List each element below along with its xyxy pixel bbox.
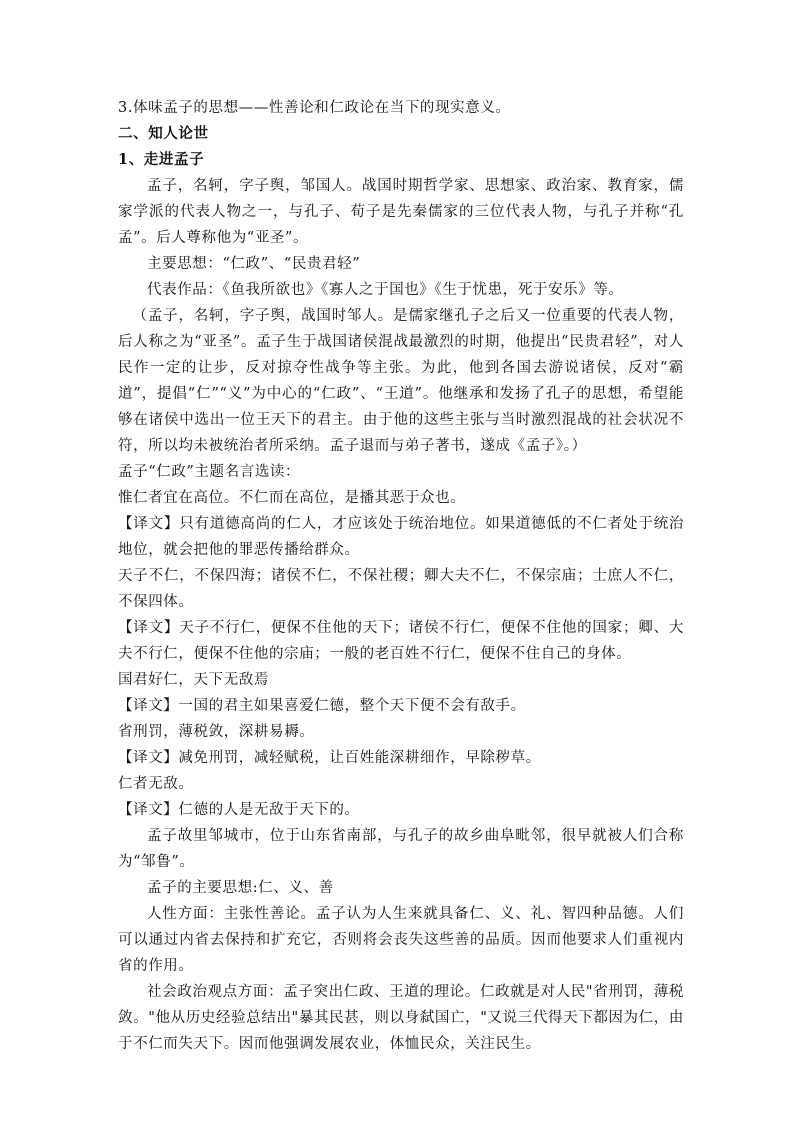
hometown-paragraph: 孟子故里邹城市，位于山东省南部，与孔子的故乡曲阜毗邻，很早就被人们合称为“邹鲁”。 — [118, 828, 684, 870]
quote-text: 省刑罚，薄税敛，深耕易耨。 — [118, 724, 315, 740]
quotes-title: 孟子“仁政”主题名言选读： — [118, 464, 301, 480]
aim-line-3: 3.体味孟子的思想——性善论和仁政论在当下的现实意义。 — [118, 100, 511, 116]
main-thoughts-heading: 孟子的主要思想:仁、义、善 — [147, 880, 334, 896]
quote-translation: 【译文】只有道德高尚的仁人，才应该处于统治地位。如果道德低的不仁者处于统治地位，就会把他的罪恶传播给群众。 — [118, 516, 684, 558]
quote-translation: 【译文】天子不行仁，便保不住他的天下；诸侯不行仁，便保不住他的国家；卿、大夫不行仁，便保不住他的宗庙；一般的老百姓不行仁，便保不住自己的身体。 — [118, 620, 684, 662]
main-thoughts-line: 主要思想：“仁政”、“民贵君轻” — [147, 256, 361, 272]
biography-paragraph: （孟子，名轲，字子舆，战国时邹人。是儒家继孔子之后又一位重要的代表人物，后人称之为“亚圣”。孟子生于战国诸侯混战最激烈的时期，他提出“民贵君轻”，对人民作一定的让步，反对掠夺性战争等主张。为此，他到各国去游说诸侯，反对“霸道”，提倡“仁”“义”为中心的“仁政”、“王道”。他继承和发扬了孔子的思想，希望能够在诸侯中选出一位王天下的君主。由于他的这些主张与当时激烈混战的社会状况不符，所以均未被统治者所采纳。孟子退而与弟子著书，遂成《孟子》。） — [118, 308, 684, 454]
quote-text: 惟仁者宜在高位。不仁而在高位，是播其恶于众也。 — [118, 490, 466, 506]
quote-translation: 【译文】一国的君主如果喜爱仁德，整个天下便不会有敌手。 — [118, 698, 526, 714]
works-line: 代表作品：《鱼我所欲也》《寡人之于国也》《生于忧患，死于安乐》等。 — [147, 282, 624, 298]
section-heading-2: 二、知人论世 — [118, 125, 209, 142]
quote-text: 天子不仁，不保四海；诸侯不仁，不保社稷；卿大夫不仁，不保宗庙；士庶人不仁，不保四体。 — [118, 568, 684, 610]
politics-paragraph: 社会政治观点方面：孟子突出仁政、王道的理论。仁政就是对人民"省刑罚，薄税敛。"他从历史经验总结出"暴其民甚，则以身弑国亡，"又说三代得天下都因为仁，由于不仁而失天下。因而他强调发展农业，体恤民众，关注民生。 — [118, 984, 684, 1052]
intro-paragraph: 孟子，名轲，字子舆，邹国人。战国时期哲学家、思想家、政治家、教育家，儒家学派的代表人物之一，与孔子、荀子是先秦儒家的三位代表人物，与孔子并称“孔孟”。后人尊称他为“亚圣”。 — [118, 178, 684, 246]
quote-translation: 【译文】减免刑罚，减轻赋税，让百姓能深耕细作，早除秽草。 — [118, 750, 541, 766]
quote-text: 仁者无敌。 — [118, 776, 194, 792]
document-page — [118, 95, 684, 1057]
human-nature-paragraph: 人性方面：主张性善论。孟子认为人生来就具备仁、义、礼、智四种品德。人们可以通过内省去保持和扩充它，否则将会丧失这些善的品质。因而他要求人们重视内省的作用。 — [118, 906, 684, 974]
subsection-heading-1: 1、走进孟子 — [118, 151, 205, 168]
quote-text: 国君好仁，天下无敌焉 — [118, 672, 269, 688]
quote-translation: 【译文】仁德的人是无敌于天下的。 — [118, 802, 360, 818]
